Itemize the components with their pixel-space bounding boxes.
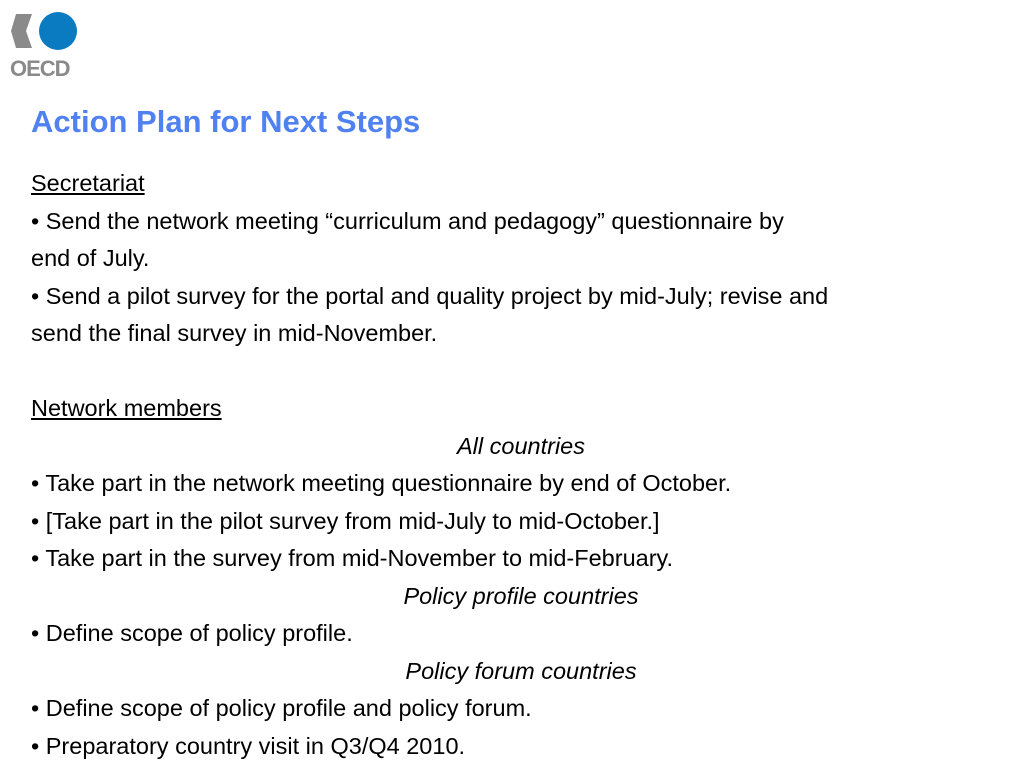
slide-body bbox=[31, 165, 1011, 765]
secretariat-heading: Secretariat bbox=[31, 170, 145, 196]
secretariat-bullet-1-line-2: end of July. bbox=[31, 245, 150, 271]
secretariat-bullet-1-line-1: • Send the network meeting “curriculum and pedagogy” questionnaire by bbox=[31, 207, 784, 234]
spacer bbox=[31, 353, 1011, 391]
policy-profile-subheading: Policy profile countries bbox=[403, 582, 639, 609]
policy-forum-subheading: Policy forum countries bbox=[405, 657, 637, 684]
policy-forum-bullet-1: • Define scope of policy profile and policy forum. bbox=[31, 695, 532, 721]
secretariat-bullet-2-line-1: • Send a pilot survey for the portal and quality project by mid-July; revise and bbox=[31, 282, 829, 309]
all-countries-bullet-2: • [Take part in the pilot survey from mid-July to mid-October.] bbox=[31, 507, 660, 534]
oecd-logo bbox=[10, 10, 80, 82]
oecd-logo-circle bbox=[39, 12, 77, 50]
all-countries-bullet-3: • Take part in the survey from mid-November to mid-February. bbox=[31, 545, 674, 571]
oecd-logo-mark bbox=[10, 10, 80, 58]
policy-forum-bullet-2: • Preparatory country visit in Q3/Q4 2010. bbox=[31, 732, 466, 759]
oecd-logo-text: OECD bbox=[10, 56, 70, 81]
policy-profile-bullet-1: • Define scope of policy profile. bbox=[31, 620, 353, 646]
all-countries-bullet-1: • Take part in the network meeting questionnaire by end of October. bbox=[31, 470, 732, 496]
secretariat-bullet-2-line-2: send the final survey in mid-November. bbox=[31, 320, 438, 346]
all-countries-subheading: All countries bbox=[457, 432, 585, 459]
network-members-heading: Network members bbox=[31, 395, 222, 421]
slide-title: Action Plan for Next Steps bbox=[31, 104, 421, 139]
